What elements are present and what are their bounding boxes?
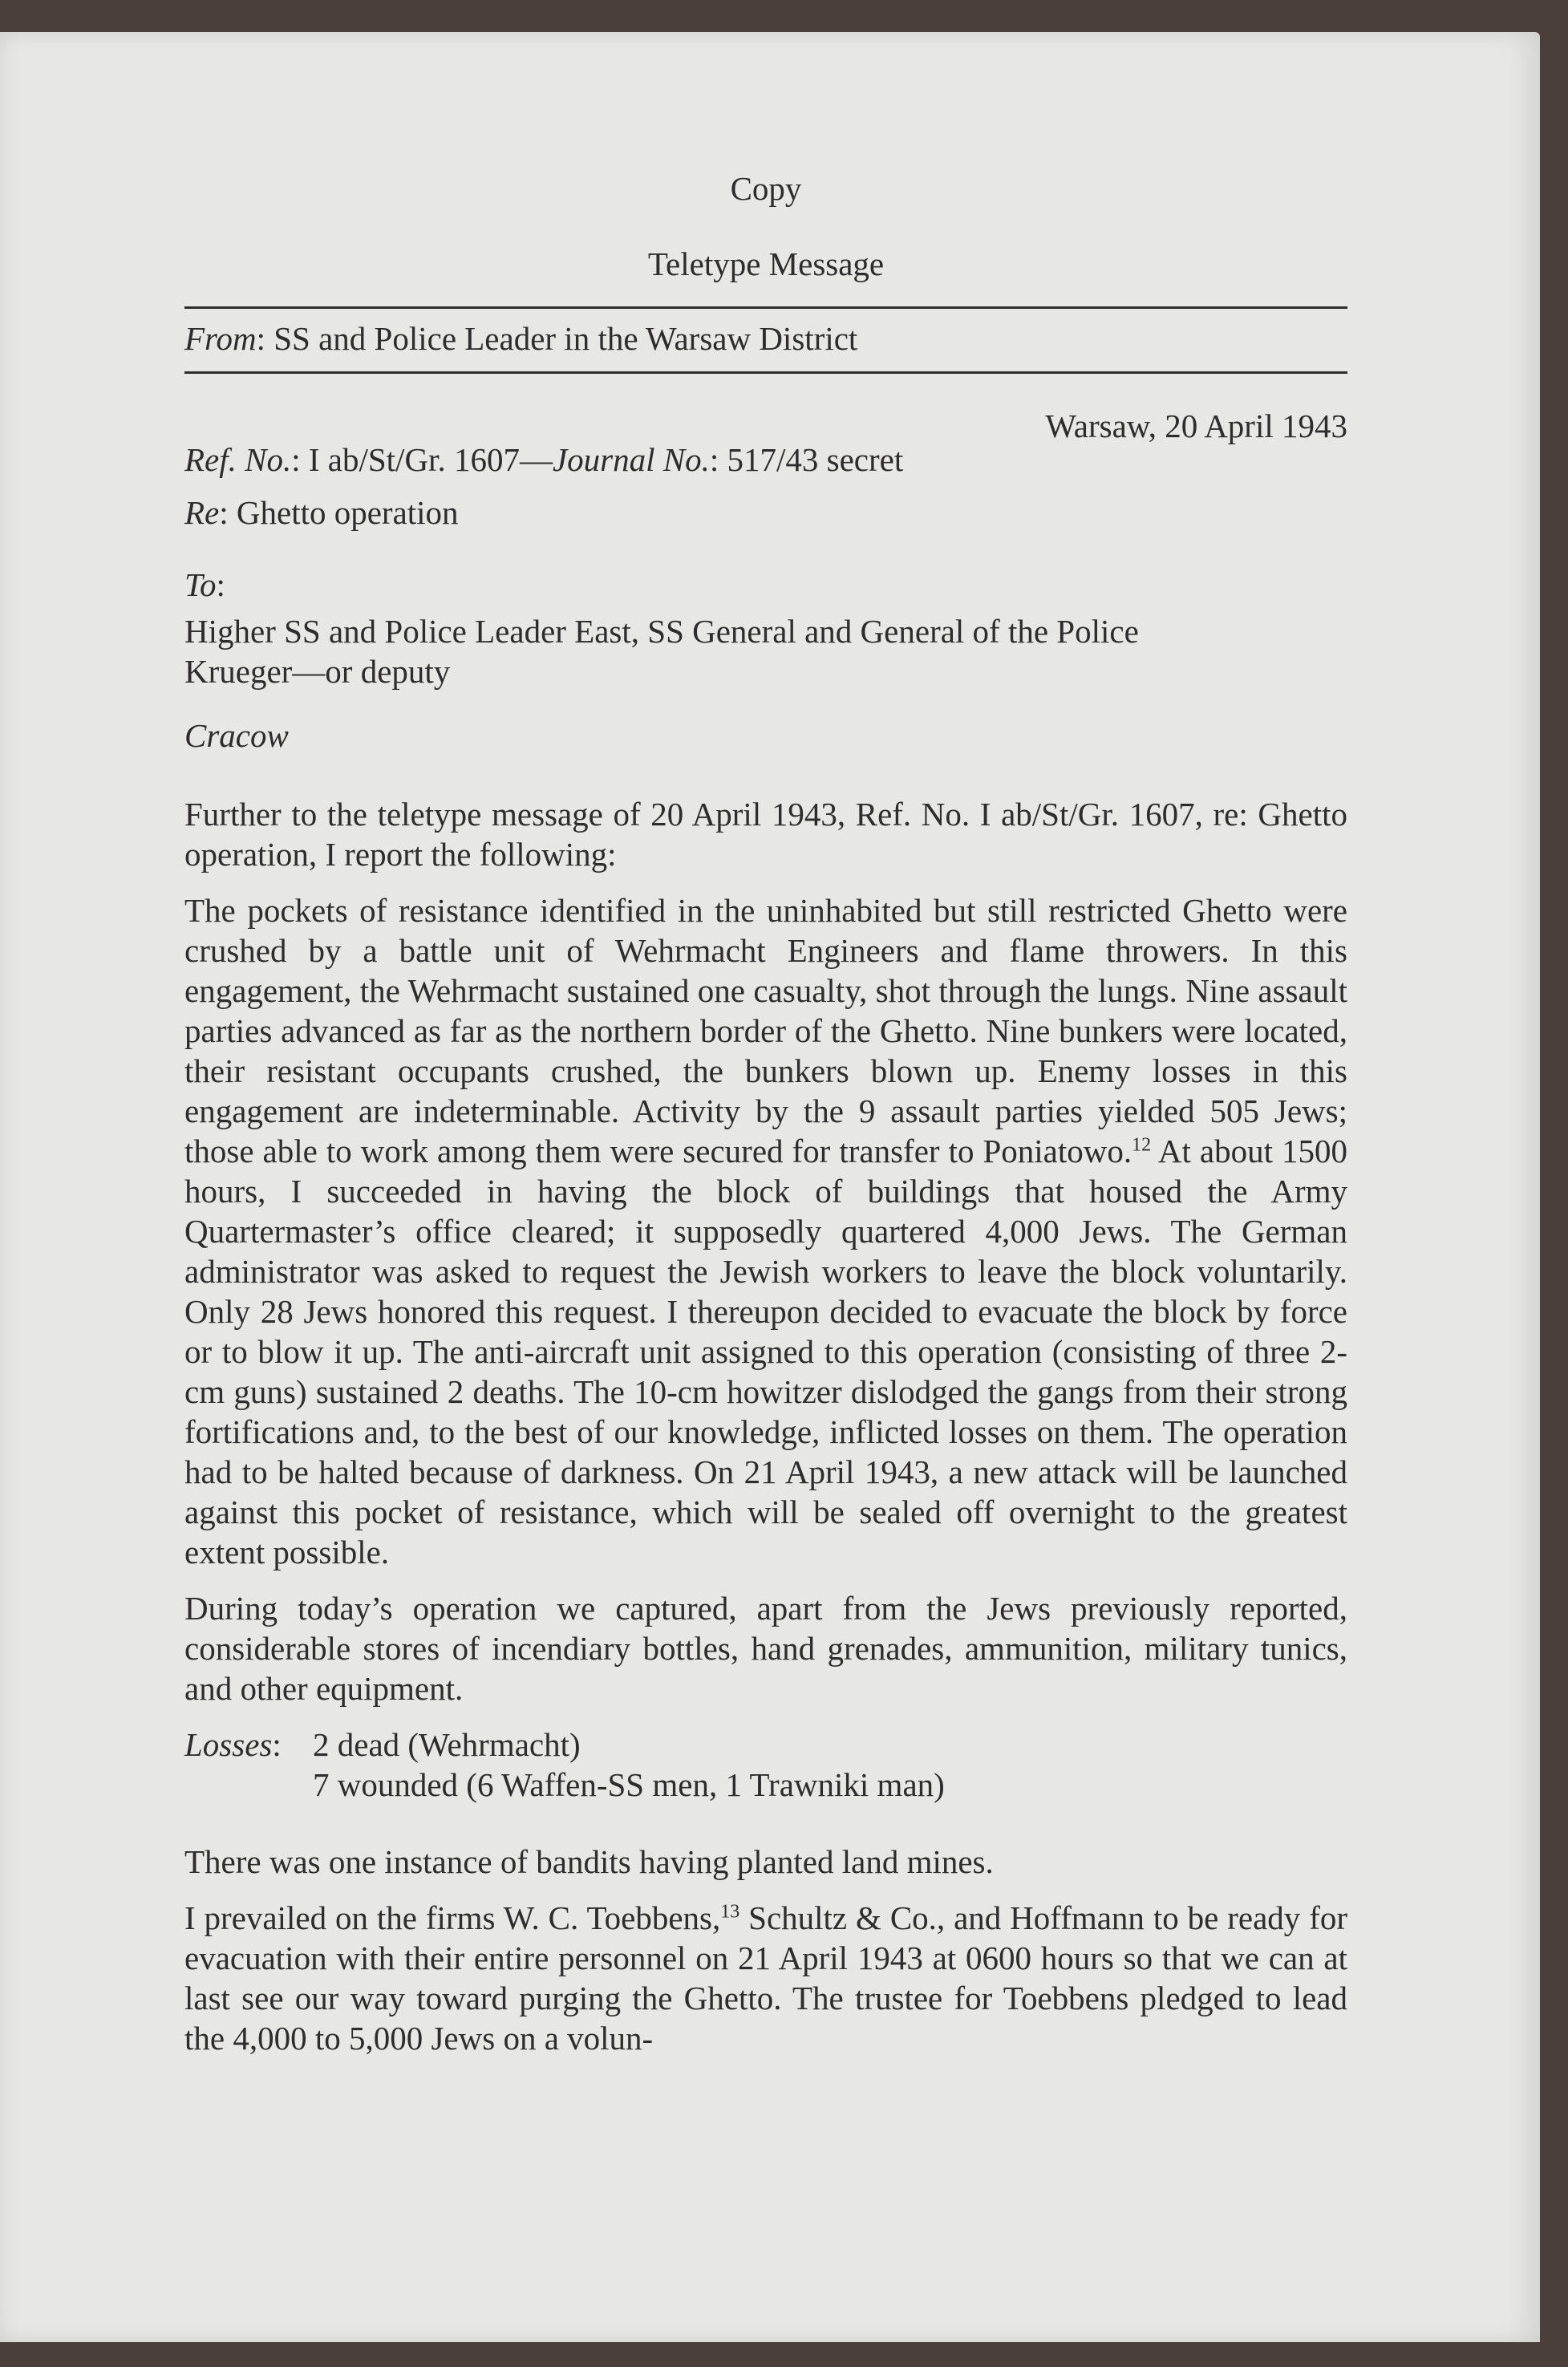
from-line [184, 309, 1347, 371]
loss-dead: 2 dead (Wehrmacht) [313, 1726, 581, 1763]
addressee-city: Cracow [184, 717, 289, 754]
paragraph-land-mines: There was one instance of bandits having planted land mines. [184, 1843, 994, 1880]
footnote-ref-13: 13 [720, 1901, 740, 1923]
losses-label: Losses [184, 1726, 273, 1763]
document-body [184, 144, 1347, 2058]
losses-list [313, 1725, 945, 1805]
paragraph-operation [184, 890, 1347, 1572]
paragraph-operation-part-2: At about 1500 hours, I succeeded in having the block of buildings that housed the Army Quartermaster’s office cleared; it supposedly quartered 4,000 Jews. The German administrator was asked to request the Jewish workers to leave the block voluntarily. Only 28 Jews honored this request. I thereupon decided to evacuate the block by force or to blow it up. The anti-aircraft unit assigned to this operation (consisting of three 2-cm guns) sustained 2 deaths. The 10-cm howitzer dislodged the gangs from their strong fortifications and, to the best of our knowledge, inflicted losses on them. The operation had to be halted because of darkness. On 21 April 1943, a new attack will be launched against this pocket of resistance, which will be sealed off overnight to the greatest extent possible. [184, 1133, 1347, 1571]
ref-label: Ref. No. [184, 441, 292, 478]
to-label: To [184, 566, 217, 603]
paragraph-operation-part-1: The pockets of resistance identified in the uninhabited but still restricted Ghetto were crushed by a battle unit of Wehrmacht Engineers and flame throwers. In this engagement, the Wehrmacht sustained one casualty, shot through the lungs. Nine assault parties advanced as far as the northern border of the Ghetto. Nine bunkers were located, their resistant occupants crushed, the bunkers blown up. Enemy losses in this engagement are indeterminable. Activity by the 9 assault parties yielded 505 Jews; those able to work among them were secured for transfer to Poniatowo. [184, 892, 1347, 1169]
paragraph-firms-part-1: I prevailed on the firms W. C. Toebbens, [184, 1899, 721, 1936]
journal-label: Journal No. [552, 441, 710, 478]
addressee-line-1: Higher SS and Police Leader East, SS General and General of the Police [184, 613, 1139, 650]
loss-wounded: 7 wounded (6 Waffen-SS men, 1 Trawniki man) [313, 1766, 945, 1803]
document-page [0, 32, 1540, 2342]
bottom-divider [184, 371, 1347, 374]
re-label: Re [184, 494, 220, 531]
paragraph-firms-part-2: Schultz & Co., and Hoffmann to be ready for evacuation with their entire personnel on 21 April 1943 at 0600 hours so that we can at last see our way toward purging the Ghetto. The trustee for Toebbens pledged to lead the 4,000 to 5,000 Jews on a volun- [184, 1899, 1347, 2057]
dateline: Warsaw, 20 April 1943 [1045, 407, 1347, 444]
copy-heading: Copy [730, 170, 802, 207]
message-type-heading: Teletype Message [647, 245, 885, 282]
paragraph-firms [184, 1898, 1347, 2058]
from-value: : SS and Police Leader in the Warsaw District [256, 320, 858, 357]
footnote-ref-12: 12 [1132, 1134, 1152, 1156]
ref-value: : I ab/St/Gr. 1607— [291, 441, 553, 478]
paragraph-intro: Further to the teletype message of 20 April 1943, Ref. No. I ab/St/Gr. 1607, re: Ghetto operation, I report the following: [184, 796, 1347, 873]
losses-block [184, 1725, 1347, 1805]
paragraph-captures: During today’s operation we captured, apart from the Jews previously reported, considerable stores of incendiary bottles, hand grenades, ammunition, military tunics, and other equipment. [184, 1590, 1347, 1707]
losses-colon: : [272, 1726, 282, 1763]
addressee-line-2: Krueger—or deputy [184, 653, 451, 690]
journal-value: : 517/43 secret [709, 441, 904, 478]
to-label-line [184, 565, 1347, 605]
to-colon: : [216, 566, 225, 603]
from-label: From [184, 320, 257, 357]
subject-line [184, 492, 1347, 533]
re-value: : Ghetto operation [219, 494, 459, 531]
